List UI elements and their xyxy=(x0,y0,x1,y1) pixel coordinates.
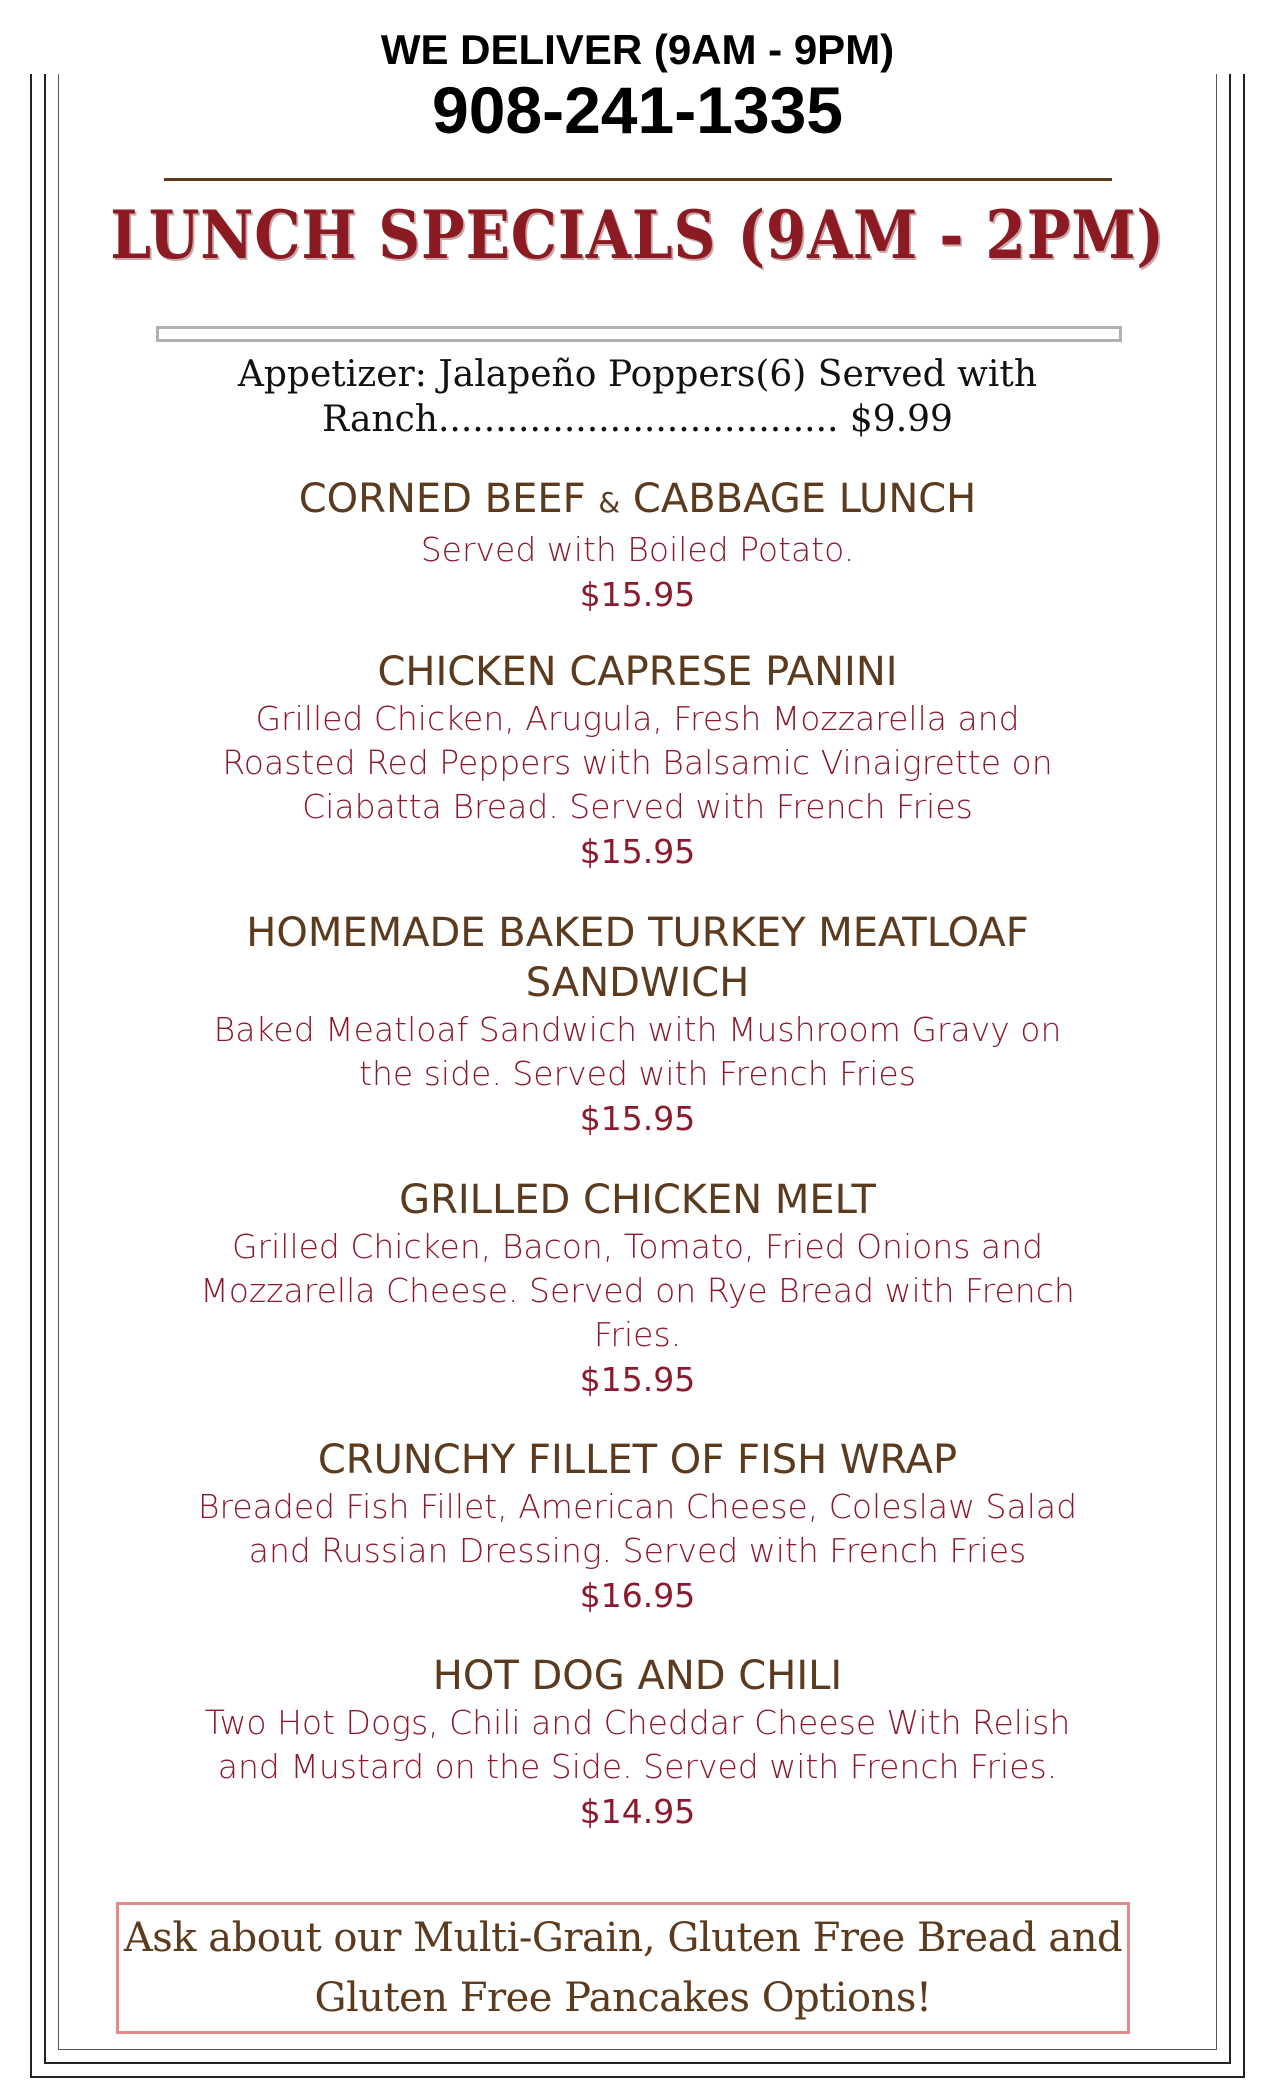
item-price: $15.95 xyxy=(579,575,696,614)
delivery-hours: WE DELIVER (9AM - 9PM) xyxy=(0,26,1275,74)
item-name: CORNED BEEF & CABBAGE LUNCH xyxy=(298,476,977,522)
appetizer-line xyxy=(180,352,1095,442)
item-price: $15.95 xyxy=(579,832,696,871)
item-price: $15.95 xyxy=(579,1099,696,1138)
menu-item-turkey-meatloaf xyxy=(150,908,1125,1141)
item-description: Served with Boiled Potato. xyxy=(420,530,855,569)
phone-number: 908-241-1335 xyxy=(431,73,844,147)
item-description: Grilled Chicken, Arugula, Fresh Mozzarella and Roasted Red Peppers with Balsamic Vinaigrette on Ciabatta Bread. Served with French Fries xyxy=(222,699,1053,826)
menu-item-corned-beef xyxy=(150,474,1125,617)
item-description: Two Hot Dogs, Chili and Cheddar Cheese With Relish and Mustard on the Side. Served with French Fries. xyxy=(204,1703,1071,1786)
appetizer-line-2: Ranch................................... $9.99 xyxy=(322,399,953,440)
menu-item-chicken-caprese xyxy=(150,647,1125,874)
item-price: $15.95 xyxy=(579,1360,696,1399)
item-description: Baked Meatloaf Sandwich with Mushroom Gravy on the side. Served with French Fries xyxy=(213,1010,1062,1093)
lunch-specials-title: LUNCH SPECIALS (9AM - 2PM) xyxy=(110,196,1165,274)
item-description: Breaded Fish Fillet, American Cheese, Coleslaw Salad and Russian Dressing. Served with French Fries xyxy=(197,1487,1078,1570)
item-price: $16.95 xyxy=(579,1576,696,1615)
menu-item-fish-wrap xyxy=(150,1435,1125,1618)
gluten-free-notice: Ask about our Multi-Grain, Gluten Free Bread and Gluten Free Pancakes Options! xyxy=(123,1915,1123,2021)
item-name: GRILLED CHICKEN MELT xyxy=(399,1177,876,1223)
appetizer-line-1: Appetizer: Jalapeño Poppers(6) Served with xyxy=(237,354,1038,395)
title-top-rule xyxy=(164,178,1112,181)
title-bottom-rule xyxy=(156,326,1122,342)
item-name: CHICKEN CAPRESE PANINI xyxy=(377,649,898,695)
item-name: CRUNCHY FILLET OF FISH WRAP xyxy=(317,1437,958,1483)
item-name: HOT DOG AND CHILI xyxy=(432,1653,843,1699)
item-description: Grilled Chicken, Bacon, Tomato, Fried Onions and Mozzarella Cheese. Served on Rye Bread with French Fries. xyxy=(200,1227,1075,1354)
menu-item-hot-dog-chili xyxy=(150,1651,1125,1834)
item-name: HOMEMADE BAKED TURKEY MEATLOAF SANDWICH xyxy=(246,910,1029,1006)
menu-item-chicken-melt xyxy=(150,1175,1125,1402)
item-price: $14.95 xyxy=(579,1792,696,1831)
